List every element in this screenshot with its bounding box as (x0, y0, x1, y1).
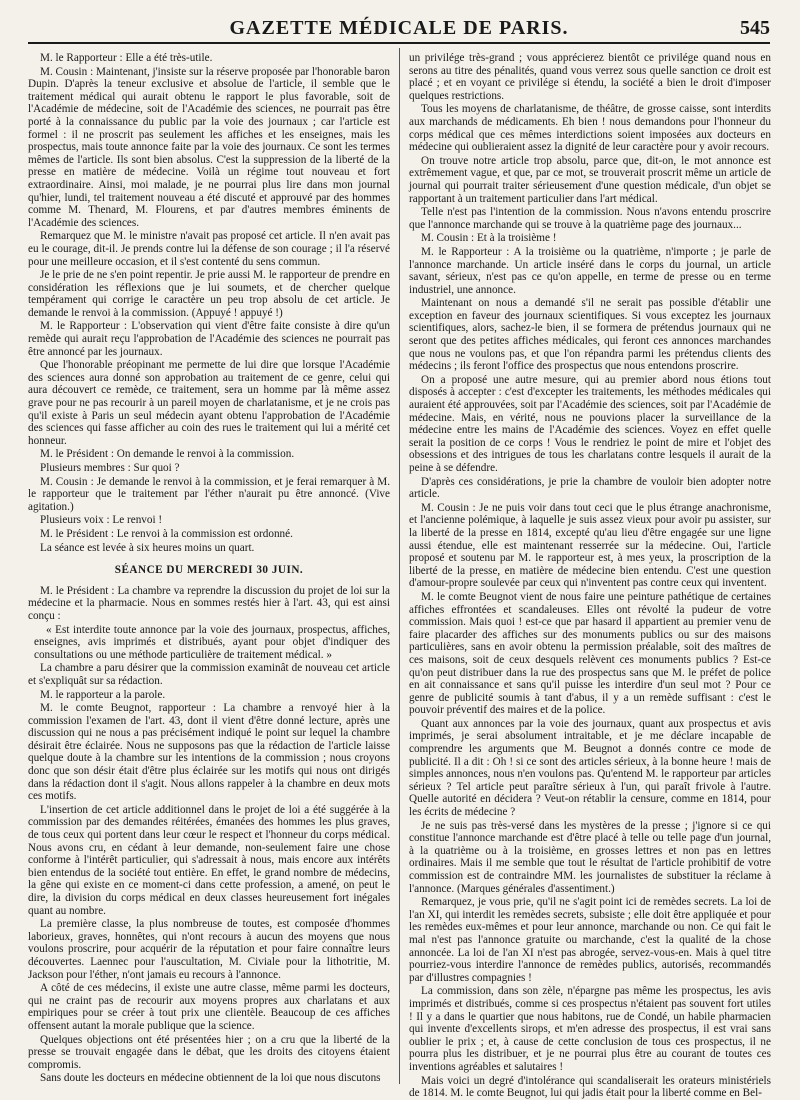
paragraph: M. le Rapporteur : A la troisième ou la quatrième, n'importe ; je parle de l'annonce marchande. Un article inséré dans le corps du journal, un article savant, sérieux, n'est pas ce qu'on appelle, en terme de presse ou en terme industriel, une annonce. (409, 245, 771, 296)
right-column (409, 52, 771, 1100)
paragraph: Quant aux annonces par la voie des journaux, quant aux prospectus et avis imprimés, je serai absolument intraitable, et je me déclare incapable de comprendre les arguments que M. Beugnot a donnés contre ce mode de publicité. Il a dit : Oh ! si ce sont des articles sérieux, à la bonne heure ! mais de simples annonces, nous n'en voulons pas. Qu'entend M. le rapporteur par articles sérieux ? Tel article peut paraître sérieux à l'un, qui paraît frivole à l'autre. Quelle autorité en décidera ? Veut-on rétablir la censure, comme en 1814, pour les écrits de médecine ? (409, 717, 771, 819)
paragraph: M. Cousin : Maintenant, j'insiste sur la réserve proposée par l'honorable baron Dupin. D'après la teneur exclusive et absolue de l'article, il semble que le traitement médical qui aurait obtenu le rapport le plus favorable, soit de l'Académie de médecine, soit de l'Académie des sciences, ne pourrait pas être porté à la connaissance du public par la voie des journaux ; car l'article est formel : il ne proscrit pas seulement les affiches et les enseignes, mais les prospectus, mais toute annonce faite par la voie des journaux. Ce sont les termes mêmes de l'article. Ils sont bien absolus. C'est la suppression de la liberté de la presse en matière de médecine. Voilà un régime tout nouveau et fort extraordinaire. Ainsi, moi malade, je ne pourrai plus lire dans mon journal qu'hier, lundi, tel traitement nouveau a été discuté et approuvé par des hommes comme M. Thenard, M. Flourens, et par d'autres membres éminents de l'Académie des sciences. (28, 65, 390, 229)
paragraph: Que l'honorable préopinant me permette de lui dire que lorsque l'Académie des sciences aura donné son approbation au traitement de ce genre, celui qui aura découvert ce remède, ce traitement, sera un homme par là même assez grave pour ne pas recourir à un pareil moyen de charlatanisme, et je ne crois pas qu'il existe à Paris un seul médecin ayant obtenu l'approbation de l'Académie des sciences qui fasse afficher au coin des rues le traitement qui lui a mérité cet honneur. (28, 359, 390, 447)
paragraph: Telle n'est pas l'intention de la commission. Nous n'avons entendu proscrire que l'annonce marchande qui se trouve à la quatrième page des journaux... (409, 206, 771, 231)
paragraph: M. le comte Beugnot vient de nous faire une peinture pathétique de certaines affiches effrontées et scandaleuses. Elles ont révolté la pudeur de votre commission. Mais quoi ! est-ce que par hasard il appartient au premier venu de faire placarder des affiches sur des monuments publics ou sur des maisons particulières, sans en avoir obtenu la permission préalable, soit des maîtres de ces maisons, soit de ceux desquels relèvent ces monuments publics ? Est-ce qu'on peut distribuer dans la rue des prospectus sans que M. le préfet de police en ait connaissance et sans qu'il puisse les interdire d'un seul mot ? Pour ce genre de publicité soumis à tant d'abus, il y a un remède suffisant : c'est le pouvoir préventif des maires et de la police. (409, 590, 771, 717)
paragraph: M. le comte Beugnot, rapporteur : La chambre a renvoyé hier à la commission l'examen de l'art. 43, dont il vient d'être donné lecture, après une discussion qui ne nous a pas précisément indiqué le point sur lequel la chambre désirait être éclairée. Nous ne supposons pas que la rédaction de l'article laisse quelque doute à la chambre sur les intentions de la commission ; nous croyons donc que son désir était d'être plus éclairée sur les motifs qui nous ont dirigés dans la rédaction dont il s'agit. Nous allons rappeler à la chambre en deux mots ces motifs. (28, 702, 390, 803)
paragraph: Maintenant on nous a demandé s'il ne serait pas possible d'établir une exception en faveur des journaux scientifiques. Si vous exceptez les journaux scientifiques, alors, sachez-le bien, il se formera de prétendus journaux qui ne seront que des petites affiches médicales, qui feront ces annonces marchandes que nous ne voulons pas, et que l'on répandra parmi les prétendus clients des médecins ; ils feront l'office des prospectus que nous entendons proscrire. (409, 297, 771, 373)
paragraph: Sans doute les docteurs en médecine obtiennent de la loi que nous discutons (40, 1072, 381, 1085)
paragraph: A côté de ces médecins, il existe une autre classe, même parmi les docteurs, qui ne craint pas de recourir aux moyens propres aux charlatans et aux empiriques pour se créer à tout prix une clientèle. Beaucoup de ces affiches offensent autant la morale publique que la science. (28, 982, 390, 1032)
paragraph: Je ne suis pas très-versé dans les mystères de la presse ; j'ignore si ce qui constitue l'annonce marchande est d'être placé à telle ou telle page d'un journal, à la quatrième ou à la troisième, en grosses lettres et non pas en lettres ordinaires. Mais il me semble que tout le résultat de l'article prohibitif de votre commission est de contraindre MM. les journalistes de substituer la réclame à l'annonce. (Marques générales d'assentiment.) (409, 819, 771, 895)
page-number: 545 (740, 17, 770, 39)
paragraph: D'après ces considérations, je prie la chambre de vouloir bien adopter notre article. (409, 475, 771, 501)
paragraph: M. Cousin : Je ne puis voir dans tout ceci que le plus étrange anachronisme, et l'ancienne polémique, à laquelle je suis assez vieux pour avoir pu assister, sur la liberté de la presse en 1814, excepté qu'au lieu d'être engagée sur une ligne aussi étendue, elle est maintenant resserrée sur la médecine. Oui, l'article proposé et soutenu par M. le rapporteur est, à mes yeux, la proscription de la liberté de la presse, en matière de médecine bien entendu. C'est une question d'amour-propre soulevée par ceux qui n'inventent pas contre ceux qui inventent. (409, 501, 771, 590)
paragraph: M. le Président : La chambre va reprendre la discussion du projet de loi sur la médecine et la pharmacie. Nous en sommes restés hier à l'art. 43, qui est ainsi conçu : (28, 584, 390, 622)
paragraph: On a proposé une autre mesure, qui au premier abord nous étions tout disposés à accepter : c'est d'excepter les traitements, les méthodes médicales qui auraient été approuvées, soit par l'Académie des sciences, soit par l'Académie de médecine. Mais, en vérité, nous ne pouvions placer la surveillance de la médecine entre les mains de l'Académie des sciences. Voyez en effet quelle serait la position de ce corps ! Vous le rendriez le point de mire et l'objet des obsessions et des intrigues de tous les charlatans contre lesquels il aurait de la peine à se défendre. (409, 373, 771, 474)
paragraph: On trouve notre article trop absolu, parce que, dit-on, le mot annonce est extrêmement vague, et que, par ce mot, se trouverait proscrit même un article de journal qui pourrait traiter sérieusement d'une question médicale, d'un objet se rapportant à un traitement particulier dans l'art médical. (409, 154, 771, 205)
paragraph: Mais voici un degré d'intolérance qui scandaliserait les orateurs ministériels de 1814. M. le comte Beugnot, lui qui jadis était pour la liberté comme en Bel- (409, 1074, 771, 1100)
paragraph: Je le prie de ne s'en point repentir. Je prie aussi M. le rapporteur de prendre en considération les réflexions que je lui soumets, et de chercher quelque tempérament qui corrige le caractère un peu trop absolu de cet article. Je demande le renvoi à la commission. (Appuyé ! appuyé !) (28, 269, 390, 319)
quoted-article: « Est interdite toute annonce par la voie des journaux, prospectus, affiches, enseignes, avis imprimés et distribués, ayant pour objet d'indiquer des consultations ou une méthode particulière de traitement médical. » (34, 623, 390, 661)
paragraph: L'insertion de cet article additionnel dans le projet de loi a été suggérée à la commission par des demandes réitérées, émanées des hommes les plus graves, de tous ceux qui portent dans leur cœur le respect et l'honneur du corps médical. Nous avons cru, en cédant à leur demande, non-seulement faire une chose conforme à l'intérêt particulier, qui s'adressait à nous, mais encore aux intérêts bien entendus de la société tout entière. En effet, le grand nombre de médecins, la gêne qui existe en ce moment-ci dans cette profession, a amené, on peut le dire, la division du corps médical en deux classes heureusement fort inégales quant au nombre. (28, 803, 390, 917)
paragraph: La chambre a paru désirer que la commission examinât de nouveau cet article et s'expliquât sur sa rédaction. (28, 662, 390, 687)
column-divider (399, 48, 400, 1084)
paragraph: Tous les moyens de charlatanisme, de théâtre, de grosse caisse, sont interdits aux marchands de médicaments. Eh bien ! nous demandons pour l'honneur du corps médical que ces mêmes interdictions soient imposées aux docteurs en médecine qui oublieraient assez la dignité de leur caractère pour y avoir recours. (409, 103, 771, 154)
paragraph: M. le Rapporteur : Elle a été très-utile. (40, 52, 213, 64)
paragraph: La séance est levée à six heures moins un quart. (40, 541, 255, 554)
paragraph: M. Cousin : Je demande le renvoi à la commission, et je ferai remarquer à M. le rapporteur que le traitement par l'éther n'aurait pu être annoncé. (Vive agitation.) (28, 475, 390, 513)
paragraph: M. le Président : Le renvoi à la commission est ordonné. (40, 527, 293, 540)
paragraph: M. Cousin : Et à la troisième ! (421, 232, 557, 245)
page-header (28, 14, 770, 44)
paragraph: Remarquez, je vous prie, qu'il ne s'agit point ici de remèdes secrets. La loi de l'an XI, qui interdit les remèdes secrets, subsiste ; elle doit être appliquée et pour les remèdes eux-mêmes et pour leur annonce, marchande ou non. Ce qui fait le mal n'est pas l'annonce gratuite ou marchande, c'est la qualité de la chose annoncée. La loi de l'an XI n'est pas abrogée, servez-vous-en. Mais à quel titre pourriez-vous interdire l'annonce de remèdes publics, autorisés, recommandés par d'illustres compagnies ! (409, 896, 771, 984)
paragraph: La première classe, la plus nombreuse de toutes, est composée d'hommes laborieux, graves, honnêtes, qui n'ont recours à aucun des moyens que nous voulons proscrire, pour acquérir de la réputation et pour faire connaître leurs découvertes. Laennec pour l'auscultation, M. Civiale pour la lithotritie, M. Jackson pour l'éther, n'ont jamais eu recours à l'annonce. (28, 918, 390, 981)
section-heading: SÉANCE DU MERCREDI 30 JUIN. (114, 564, 304, 577)
paragraph: M. le Président : On demande le renvoi à la commission. (40, 448, 295, 461)
paragraph: M. le Rapporteur : L'observation qui vient d'être faite consiste à dire qu'un remède qui aurait reçu l'approbation de l'Académie des sciences ne pourrait pas être annoncé par les journaux. (28, 320, 390, 358)
paragraph: un privilége très-grand ; vous apprécierez bientôt ce privilége quand nous en serons au titre des pénalités, quand vous verrez sous quelle sanction ce droit est placé ; et en voyant ce privilége si étendu, la société a bien le droit d'imposer quelques restrictions. (409, 52, 771, 102)
paragraph: Plusieurs voix : Le renvoi ! (40, 514, 163, 527)
left-column (28, 52, 390, 1085)
paragraph: Remarquez que M. le ministre n'avait pas proposé cet article. Il n'en avait pas eu le courage, dit-il. Je prends contre lui la défense de son courage ; il l'a réservé pour une meilleure occasion, et il s'est contenté du sens commun. (28, 230, 390, 268)
paragraph: Quelques objections ont été présentées hier ; on a cru que la liberté de la presse se trouvait engagée dans le débat, que les droits des citoyens étaient compromis. (28, 1033, 390, 1071)
journal-title: GAZETTE MÉDICALE DE PARIS. (229, 17, 569, 39)
paragraph: Plusieurs membres : Sur quoi ? (40, 462, 180, 474)
paragraph: La commission, dans son zèle, n'épargne pas même les prospectus, les avis imprimés et distribués, comme si ces prospectus n'étaient pas souvent fort utiles ! Il y a dans le quartier que nous habitons, rue de Condé, un habile pharmacien qui invente d'excellents sirops, et m'en adresse des prospectus, il est vrai sans oublier le prix ; et, à cause de cette conclusion de tous ces prospectus, il ne pourra plus les distribuer, et je ne pourrai plus être au courant de toutes ces inventions agréables et salutaires ! (409, 985, 771, 1073)
paragraph: M. le rapporteur a la parole. (40, 688, 166, 701)
